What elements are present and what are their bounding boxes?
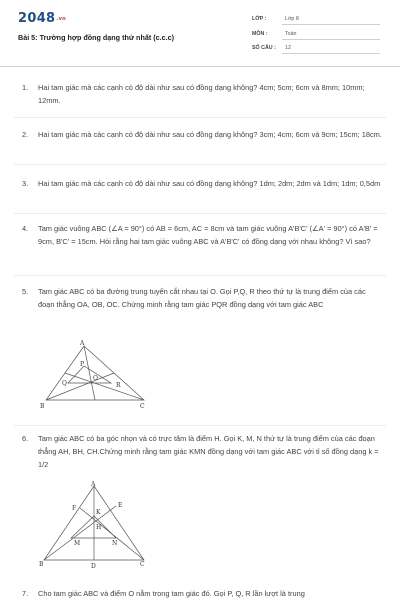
label-Q: Q bbox=[62, 380, 67, 387]
label-R: R bbox=[116, 382, 121, 389]
meta-divider bbox=[282, 24, 380, 25]
label-M: M bbox=[74, 540, 81, 547]
question-number: 4. bbox=[22, 224, 29, 233]
question-5 bbox=[22, 285, 382, 311]
label-E: E bbox=[118, 502, 123, 509]
question-number: 3. bbox=[22, 179, 29, 188]
question-2 bbox=[22, 128, 382, 141]
meta-subject-key: MÔN : bbox=[252, 31, 268, 37]
question-text: Hai tam giác mà các cạnh có độ dài như sau có đồng dạng không? 1dm; 2dm; 2dm và 1dm; 1dm; 0,5dm bbox=[38, 179, 381, 188]
label-N: N bbox=[112, 540, 118, 547]
label-H: H bbox=[96, 524, 102, 531]
question-7 bbox=[22, 587, 382, 600]
question-text: Hai tam giác mà các cạnh có độ dài như sau có đồng dạng không? 3cm; 4cm; 6cm và 9cm; 15cm; 18cm. bbox=[38, 130, 382, 139]
meta-class-key: LỚP : bbox=[252, 16, 267, 22]
question-divider bbox=[14, 117, 386, 118]
question-3 bbox=[22, 177, 382, 190]
document-header bbox=[0, 0, 400, 66]
question-number: 1. bbox=[22, 83, 29, 92]
question-number: 2. bbox=[22, 130, 29, 139]
question-4 bbox=[22, 222, 382, 248]
lesson-title: Bài 5: Trường hợp đồng dạng thứ nhất (c.c.c) bbox=[18, 33, 174, 42]
label-A: A bbox=[80, 340, 85, 347]
meta-divider bbox=[282, 53, 380, 54]
label-C: C bbox=[140, 403, 145, 410]
label-F: F bbox=[72, 505, 77, 512]
label-B: B bbox=[40, 403, 45, 410]
question-number: 5. bbox=[22, 287, 29, 296]
question-1 bbox=[22, 81, 382, 107]
question-number: 6. bbox=[22, 434, 29, 443]
meta-subject-value: Toán bbox=[285, 31, 297, 37]
label-B: B bbox=[39, 561, 44, 568]
question-divider bbox=[14, 213, 386, 214]
meta-count-key: SỐ CÂU : bbox=[252, 45, 276, 51]
question-divider bbox=[14, 275, 386, 276]
question-text: Tam giác ABC có ba góc nhọn và có trực tâm là điểm H. Gọi K, M, N thứ tự là trung điểm của các đoạn thẳng AH, BH, CH.Chứng minh rằng tam giác KMN đồng dạng với tam giác ABC với tỉ số đồng dạng k = 1/2 bbox=[38, 434, 379, 469]
meta-class-value: Lớp 8 bbox=[285, 16, 299, 22]
header-divider bbox=[0, 66, 400, 67]
question-text: Tam giác ABC có ba đường trung tuyến cắt nhau tại O. Gọi P,Q, R theo thứ tự là trung điểm của các đoạn thẳng OA, OB, OC. Chứng minh rằng tam giác PQR đồng dạng với tam giác ABC bbox=[38, 287, 366, 309]
site-logo[interactable]: 2048.vn bbox=[18, 11, 67, 26]
question-divider bbox=[14, 425, 386, 426]
figure-5-triangle-medians bbox=[36, 338, 166, 410]
question-number: 7. bbox=[22, 589, 29, 598]
figure-6-orthocenter-triangle bbox=[36, 480, 166, 570]
label-K: K bbox=[96, 509, 101, 516]
question-6 bbox=[22, 432, 382, 471]
question-text: Cho tam giác ABC và điểm O nằm trong tam giác đó. Gọi P, Q, R lần lượt là trung bbox=[38, 589, 305, 598]
label-C: C bbox=[140, 561, 145, 568]
question-divider bbox=[14, 164, 386, 165]
label-O: O bbox=[93, 375, 98, 382]
label-P: P bbox=[80, 361, 85, 368]
question-text: Hai tam giác mà các cạnh có độ dài như sau có đồng dạng không? 4cm; 5cm; 6cm và 8mm; 10mm; 12mm. bbox=[38, 83, 365, 105]
meta-count-value: 12 bbox=[285, 45, 291, 51]
meta-divider bbox=[282, 39, 380, 40]
question-text: Tam giác vuông ABC (∠A = 90°) có AB = 6cm, AC = 8cm và tam giác vuông A'B'C' (∠A' = 90°) có A'B' = 9cm, B'C' = 15cm. Hỏi rằng hai tam giác vuông ABC và A'B'C' có đồng dạng với nhau không? Vì sao? bbox=[38, 224, 378, 246]
label-A: A bbox=[91, 481, 96, 488]
label-D: D bbox=[91, 563, 96, 570]
